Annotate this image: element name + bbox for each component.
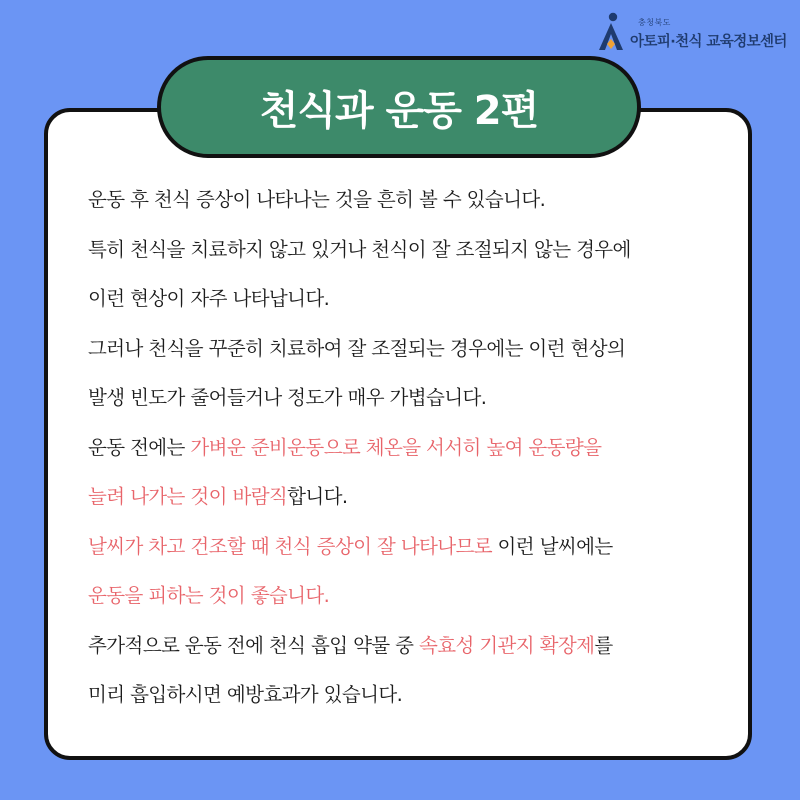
text-line — [88, 527, 728, 577]
logo-name: 아토피·천식 교육정보센터 — [630, 34, 787, 50]
text-segment: 운동 후 천식 증상이 나타나는 것을 흔히 볼 수 있습니다. — [88, 188, 546, 211]
text-line — [88, 230, 728, 280]
page-title: 천식과 운동 2편 — [259, 87, 539, 134]
highlight-text: 날씨가 차고 건조할 때 천식 증상이 잘 나타나므로 — [88, 534, 492, 558]
text-segment: 특히 천식을 치료하지 않고 있거나 천식이 잘 조절되지 않는 경우에 — [88, 237, 631, 261]
text-segment: 발생 빈도가 줄어들거나 정도가 매우 가볍습니다. — [88, 386, 487, 409]
highlight-text: 운동을 피하는 것이 좋습니다. — [88, 584, 330, 607]
text-line — [88, 576, 728, 626]
text-segment: 를 — [594, 633, 613, 657]
highlight-text: 속효성 기관지 확장제 — [418, 633, 595, 657]
logo-region: 충청북도 — [638, 18, 671, 27]
text-line — [88, 477, 728, 527]
body-text — [88, 180, 728, 725]
person-logo-icon — [596, 12, 626, 54]
text-line — [88, 329, 728, 379]
text-line — [88, 675, 728, 725]
text-segment: 합니다. — [287, 485, 348, 508]
text-segment: 운동 전에는 — [88, 435, 191, 459]
text-line — [88, 428, 728, 478]
center-logo — [596, 12, 792, 56]
text-line — [88, 378, 728, 428]
text-line — [88, 180, 728, 230]
title-banner — [157, 56, 641, 158]
text-line — [88, 626, 728, 676]
text-segment: 그러나 천식을 꾸준히 치료하여 잘 조절되는 경우에는 이런 현상의 — [88, 336, 626, 360]
text-segment: 미리 흡입하시면 예방효과가 있습니다. — [88, 683, 403, 706]
highlight-text: 늘려 나가는 것이 바람직 — [88, 485, 288, 508]
text-line — [88, 279, 728, 329]
text-segment: 이런 현상이 자주 나타납니다. — [88, 287, 330, 310]
highlight-text: 가벼운 준비운동으로 체온을 서서히 높여 운동량을 — [190, 435, 602, 459]
text-segment: 이런 날씨에는 — [491, 534, 613, 558]
text-segment: 추가적으로 운동 전에 천식 흡입 약물 중 — [88, 633, 419, 657]
